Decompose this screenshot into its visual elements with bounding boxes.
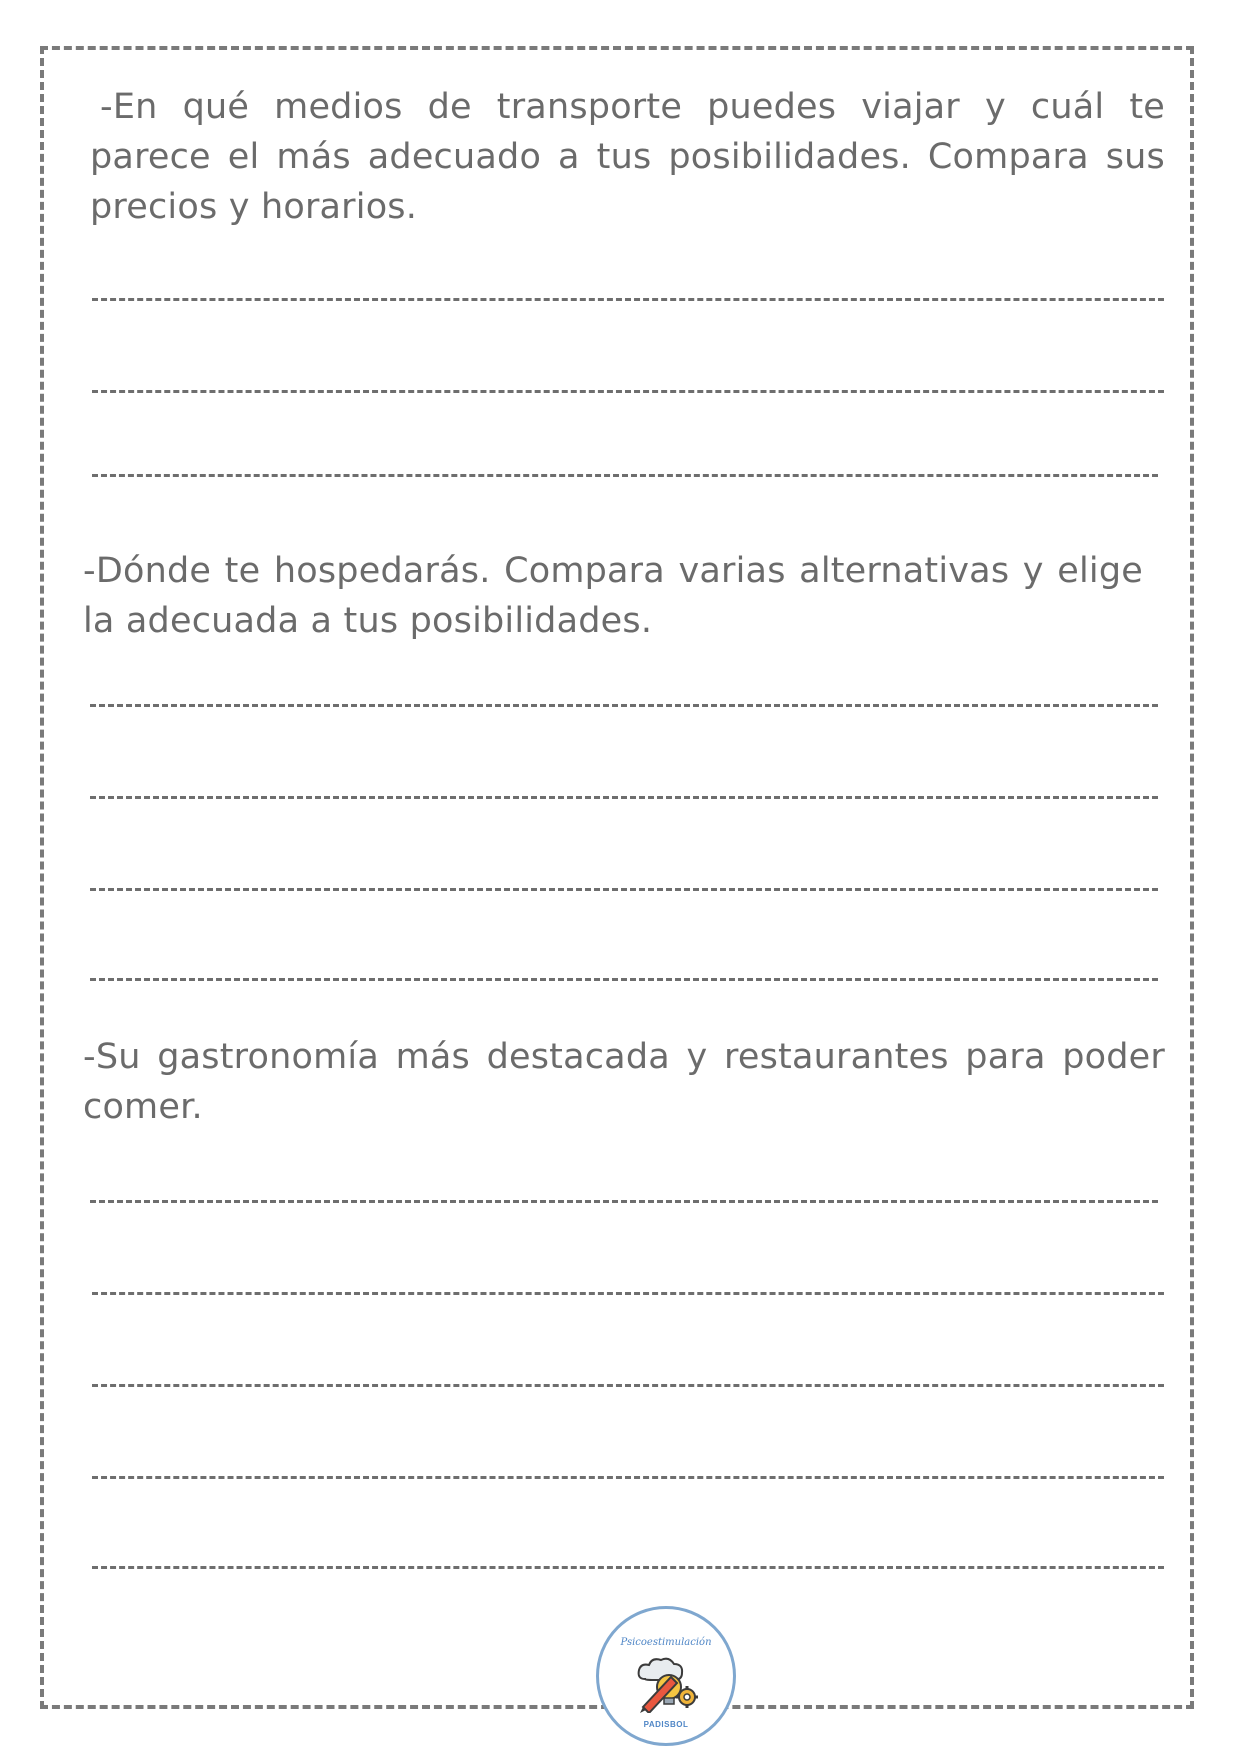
answer-line-2-1[interactable] xyxy=(90,704,1158,707)
answer-line-3-5[interactable] xyxy=(92,1566,1164,1569)
answer-line-3-3[interactable] xyxy=(92,1384,1164,1387)
psicoestimulacion-logo xyxy=(596,1606,736,1746)
answer-line-1-3[interactable] xyxy=(92,474,1158,477)
answer-line-3-1[interactable] xyxy=(90,1200,1158,1203)
question-transport: -En qué medios de transporte puedes viajar y cuál te parece el más adecuado a tus posibilidades. Compara sus precios y horarios. xyxy=(90,87,1165,227)
logo-padisbol-text: PADISBOL xyxy=(643,1720,689,1729)
brain-pencil-gear-icon xyxy=(635,1653,699,1713)
question-gastronomy: -Su gastronomía más destacada y restaurantes para poder comer. xyxy=(83,1037,1165,1127)
logo-brand-text: Psicoestimulación xyxy=(620,1637,712,1648)
answer-line-3-4[interactable] xyxy=(92,1476,1164,1479)
answer-line-2-2[interactable] xyxy=(90,796,1158,799)
answer-line-1-1[interactable] xyxy=(92,298,1164,301)
question-lodging: -Dónde te hospedarás. Compara varias alternativas y elige la adecuada a tus posibilidades. xyxy=(83,551,1143,641)
answer-line-1-2[interactable] xyxy=(92,390,1164,393)
answer-line-3-2[interactable] xyxy=(92,1292,1164,1295)
page-border xyxy=(40,46,1194,1709)
answer-line-2-4[interactable] xyxy=(90,978,1158,981)
answer-line-2-3[interactable] xyxy=(90,888,1158,891)
